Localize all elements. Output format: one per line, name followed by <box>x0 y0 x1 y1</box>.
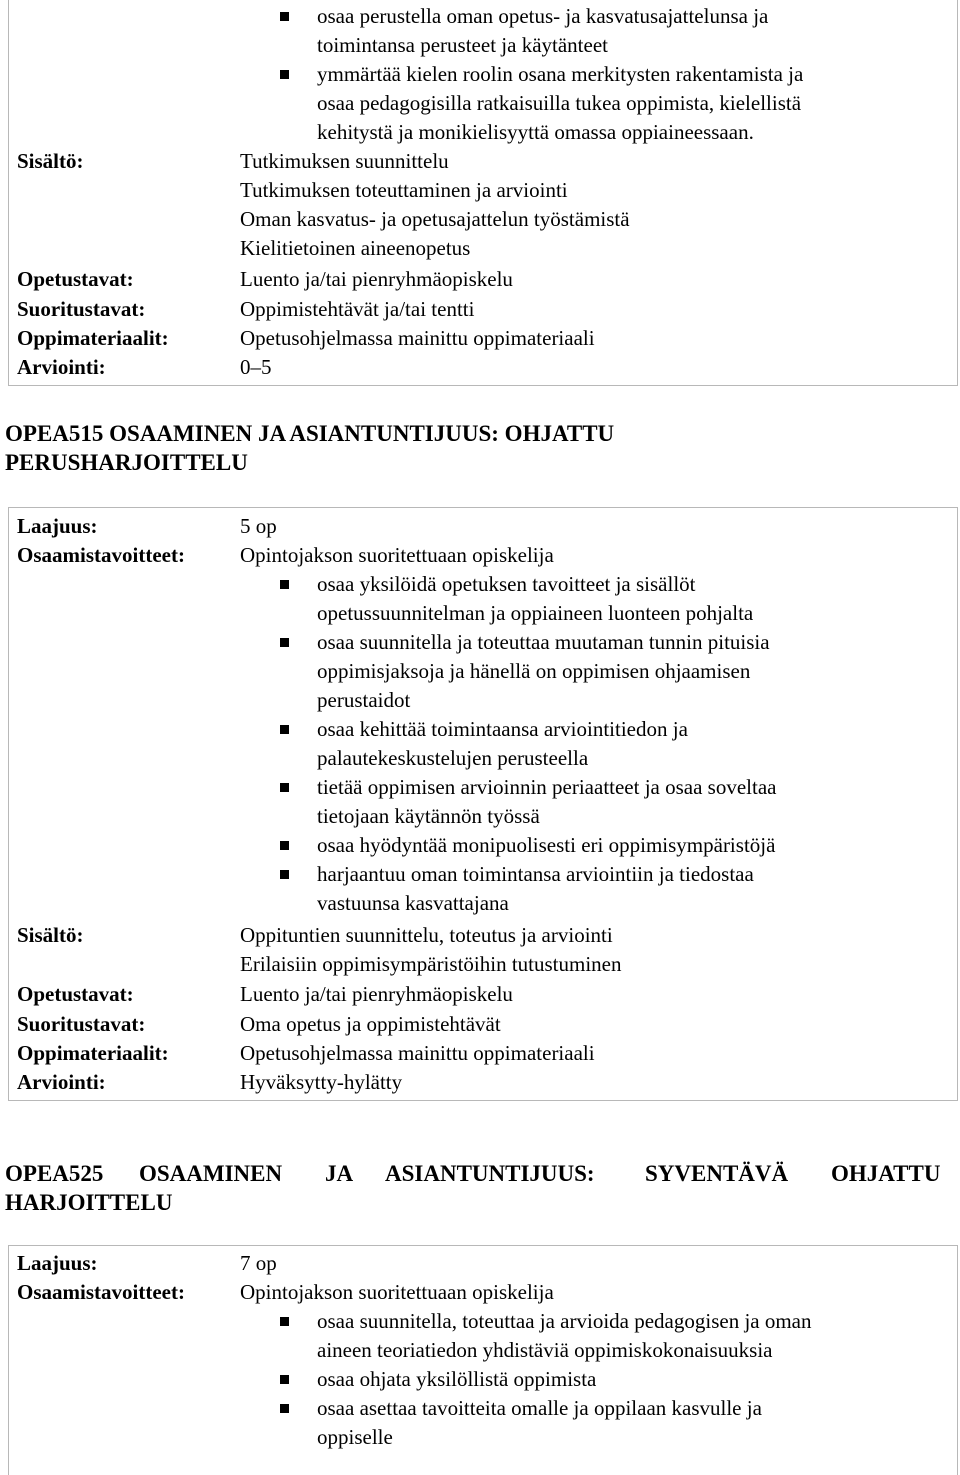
heading-word: OSAAMINEN <box>139 1161 283 1186</box>
course-heading-opea525-line2: HARJOITTELU <box>5 1190 173 1215</box>
bullet-square-icon <box>280 638 289 647</box>
bullet-square-icon <box>280 12 289 21</box>
course-table-continued: osaa perustella oman opetus- ja kasvatusajattelunsa ja toimintansa perusteet ja käytänteet ymmärtää kielen roolin osana merkitysten rakentamista ja osaa pedagogisilla ratkaisuilla tukea oppimista, kielellistä kehitystä ja monikielisyyttä omassa oppiaineessaan. Sisältö: Tutkimuksen suunnittelu Tutkimuksen toteuttaminen ja arviointi Oman kasvatus- ja opetusajattelun työstämistä Kielitietoinen aineenopetus Opetustavat: Luento ja/tai pienryhmäopiskelu Suoritustavat: Oppimistehtävät ja/tai tentti Oppimateriaalit: Opetusohjelmassa mainittu oppimateriaali Arviointi: 0–5 <box>8 0 958 386</box>
value-arviointi: 0–5 <box>240 355 272 379</box>
value-opetustavat: Luento ja/tai pienryhmäopiskelu <box>240 267 513 291</box>
value-sisalto: Oppituntien suunnittelu, toteutus ja arviointi Erilaisiin oppimisympäristöihin tutustuminen <box>240 923 622 976</box>
course-table-opea525: Laajuus: 7 op Osaamistavoitteet: Opintojakson suoritettuaan opiskelija osaa suunnitella, toteuttaa ja arvioida pedagogisen ja oman aineen teoriatiedon yhdistäviä oppimiskokonaisuuksia osaa ohjata yksilöllistä oppimista osaa asettaa tavoitteita omalle ja oppilaan kasvulle ja oppiselle <box>8 1245 958 1475</box>
heading-word: ASIANTUNTIJUUS: <box>385 1161 595 1186</box>
bullet-square-icon <box>280 783 289 792</box>
label-osaamistavoitteet: Osaamistavoitteet: <box>17 543 185 567</box>
label-laajuus: Laajuus: <box>17 514 98 538</box>
label-oppimateriaalit: Oppimateriaalit: <box>17 326 169 350</box>
value-sisalto: Tutkimuksen suunnittelu Tutkimuksen toteuttaminen ja arviointi Oman kasvatus- ja opetusajattelun työstämistä Kielitietoinen aineenopetus <box>240 149 630 260</box>
value-laajuus: 5 op <box>240 514 277 538</box>
value-osaamistavoitteet-intro: Opintojakson suoritettuaan opiskelija <box>240 543 554 567</box>
label-opetustavat: Opetustavat: <box>17 982 134 1006</box>
label-arviointi: Arviointi: <box>17 1070 106 1094</box>
label-sisalto: Sisältö: <box>17 149 84 173</box>
course-table-opea515: Laajuus: 5 op Osaamistavoitteet: Opintojakson suoritettuaan opiskelija osaa yksilöidä opetuksen tavoitteet ja sisällöt opetussuunnitelman ja oppiaineen luonteen pohjalta osaa suunnitella ja toteuttaa muutaman tunnin pituisia oppimisjaksoja ja hänellä on oppimisen ohjaamisen perustaidot osaa kehittää toimintaansa arviointitiedon ja palautekeskustelujen perusteella tietää oppimisen arvioinnin periaatteet ja osaa soveltaa tietojaan käytännön työssä osaa hyödyntää monipuolisesti eri oppimisympäristöjä harjaantuu oman toimintansa arviointiin ja tiedostaa vastuunsa kasvattajana Sisältö: Oppituntien suunnittelu, toteutus ja arviointi Erilaisiin oppimisympäristöihin tutustuminen Opetustavat: Luento ja/tai pienryhmäopiskelu Suoritustavat: Oma opetus ja oppimistehtävät Oppimateriaalit: Opetusohjelmassa mainittu oppimateriaali Arviointi: Hyväksytty-hylätty <box>8 507 958 1101</box>
label-laajuus: Laajuus: <box>17 1251 98 1275</box>
label-osaamistavoitteet: Osaamistavoitteet: <box>17 1280 185 1304</box>
bullet-square-icon <box>280 1375 289 1384</box>
value-suoritustavat: Oppimistehtävät ja/tai tentti <box>240 297 475 321</box>
value-osaamistavoitteet-intro: Opintojakson suoritettuaan opiskelija <box>240 1280 554 1304</box>
label-suoritustavat: Suoritustavat: <box>17 297 146 321</box>
bullet-square-icon <box>280 1317 289 1326</box>
value-oppimateriaalit: Opetusohjelmassa mainittu oppimateriaali <box>240 1041 595 1065</box>
label-oppimateriaalit: Oppimateriaalit: <box>17 1041 169 1065</box>
heading-word: JA <box>325 1161 354 1186</box>
heading-word: OPEA525 <box>5 1161 104 1186</box>
label-suoritustavat: Suoritustavat: <box>17 1012 146 1036</box>
label-arviointi: Arviointi: <box>17 355 106 379</box>
course-heading-opea515: OPEA515 OSAAMINEN JA ASIANTUNTIJUUS: OHJATTU PERUSHARJOITTELU <box>5 421 615 475</box>
value-laajuus: 7 op <box>240 1251 277 1275</box>
label-opetustavat: Opetustavat: <box>17 267 134 291</box>
value-arviointi: Hyväksytty-hylätty <box>240 1070 403 1094</box>
label-sisalto: Sisältö: <box>17 923 84 947</box>
bullet-square-icon <box>280 1404 289 1413</box>
bullet-square-icon <box>280 841 289 850</box>
heading-word: OHJATTU <box>831 1161 941 1186</box>
bullet-square-icon <box>280 580 289 589</box>
value-suoritustavat: Oma opetus ja oppimistehtävät <box>240 1012 501 1036</box>
bullet-square-icon <box>280 725 289 734</box>
value-oppimateriaalit: Opetusohjelmassa mainittu oppimateriaali <box>240 326 595 350</box>
bullet-square-icon <box>280 70 289 79</box>
bullet-square-icon <box>280 870 289 879</box>
heading-word: SYVENTÄVÄ <box>645 1161 789 1186</box>
value-opetustavat: Luento ja/tai pienryhmäopiskelu <box>240 982 513 1006</box>
